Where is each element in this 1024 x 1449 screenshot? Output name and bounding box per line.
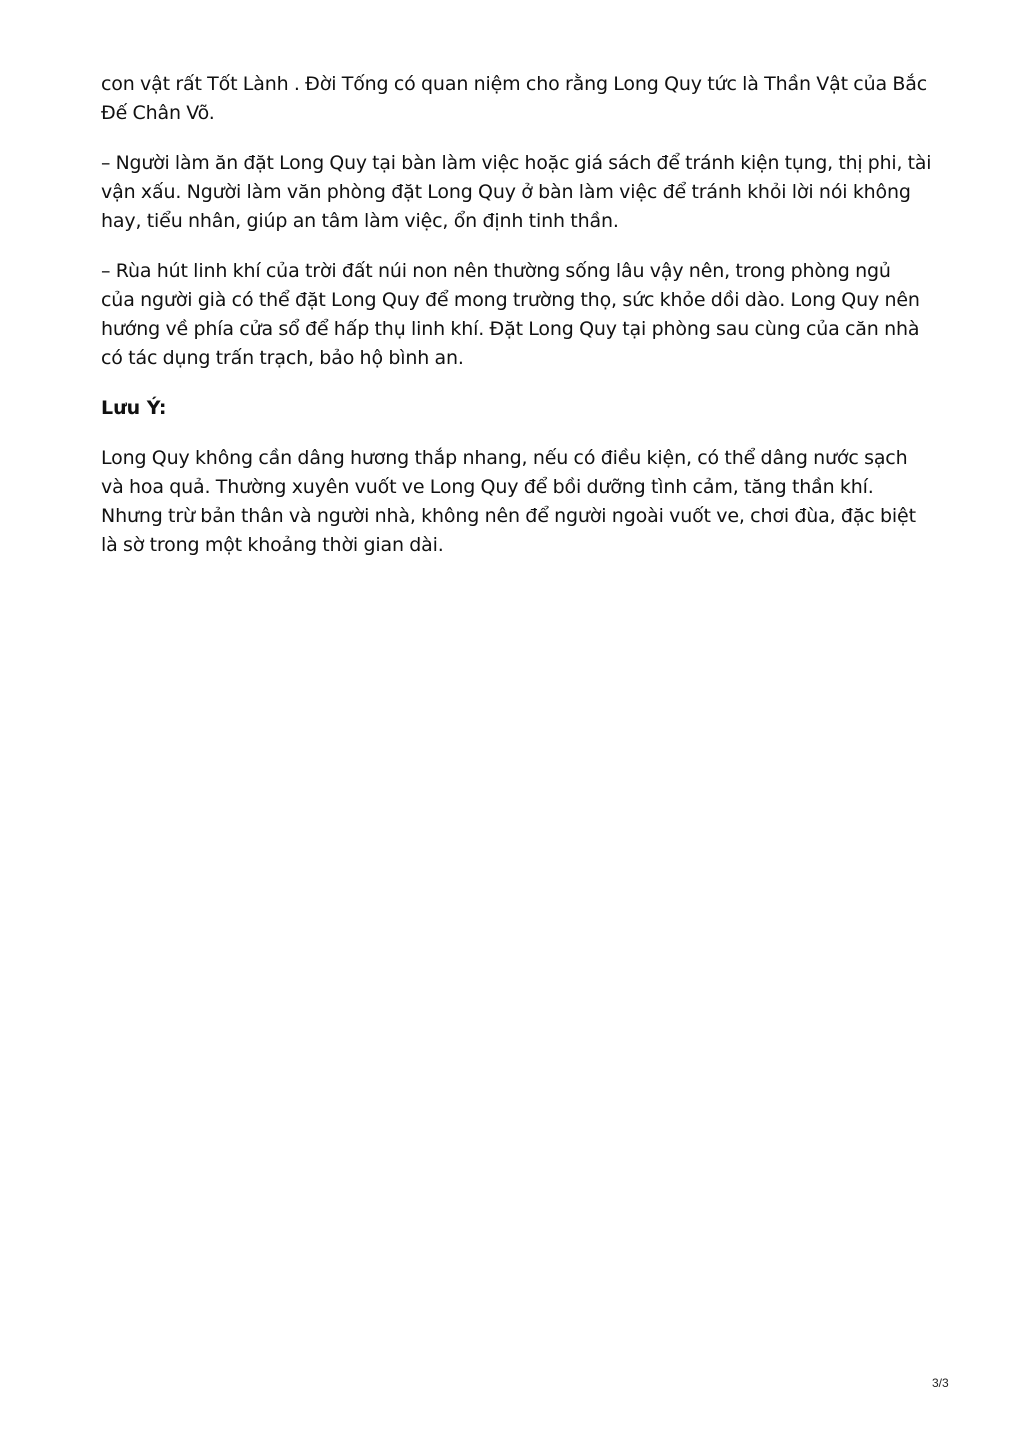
text-line: Đế Chân Võ. <box>101 102 215 124</box>
paragraph-intro <box>101 70 931 128</box>
section-heading: Lưu Ý: <box>101 397 167 419</box>
paragraph-longevity-placement <box>101 257 931 373</box>
document-body <box>101 70 931 581</box>
text-line: – Người làm ăn đặt Long Quy tại bàn làm việc hoặc giá sách để tránh kiện tụng, thị phi, tài <box>101 152 932 174</box>
text-line: và hoa quả. Thường xuyên vuốt ve Long Quy để bồi dưỡng tình cảm, tăng thần khí. <box>101 476 874 498</box>
paragraph-note <box>101 444 931 560</box>
text-line: – Rùa hút linh khí của trời đất núi non nên thường sống lâu vậy nên, trong phòng ngủ <box>101 260 891 282</box>
text-line: có tác dụng trấn trạch, bảo hộ bình an. <box>101 347 464 369</box>
text-line: hay, tiểu nhân, giúp an tâm làm việc, ổn định tinh thần. <box>101 210 619 232</box>
text-line: của người già có thể đặt Long Quy để mong trường thọ, sức khỏe dồi dào. Long Quy nên <box>101 289 920 311</box>
text-line: Nhưng trừ bản thân và người nhà, không nên để người ngoài vuốt ve, chơi đùa, đặc biệt <box>101 505 916 527</box>
text-line: Long Quy không cần dâng hương thắp nhang, nếu có điều kiện, có thể dâng nước sạch <box>101 447 908 469</box>
text-line: hướng về phía cửa sổ để hấp thụ linh khí. Đặt Long Quy tại phòng sau cùng của căn nhà <box>101 318 920 340</box>
paragraph-business-placement <box>101 149 931 236</box>
text-line: vận xấu. Người làm văn phòng đặt Long Quy ở bàn làm việc để tránh khỏi lời nói không <box>101 181 911 203</box>
text-line: là sờ trong một khoảng thời gian dài. <box>101 534 444 556</box>
text-line: con vật rất Tốt Lành . Đời Tống có quan niệm cho rằng Long Quy tức là Thần Vật của Bắc <box>101 73 928 95</box>
page-number: 3/3 <box>932 1376 949 1390</box>
